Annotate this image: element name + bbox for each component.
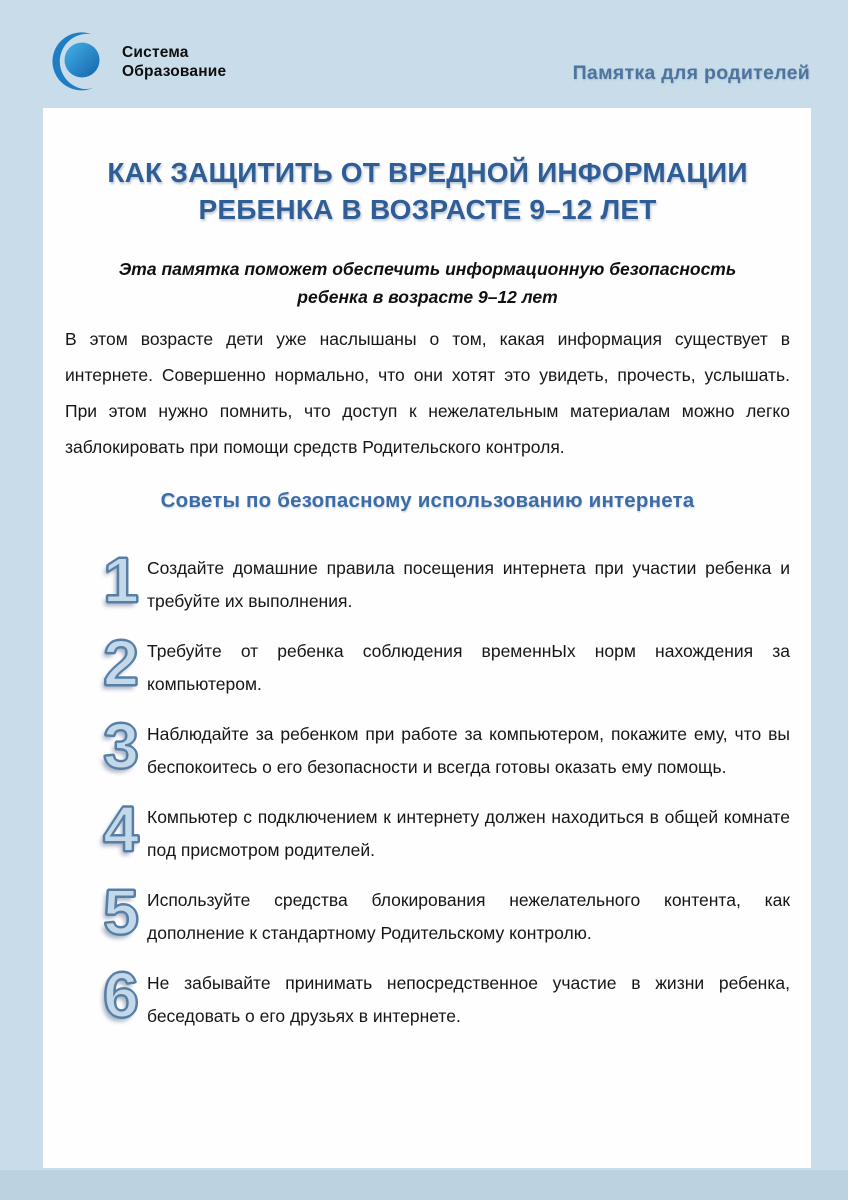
tip-text: Используйте средства блокирования нежелательного контента, как дополнение к стандартному Родительскому контролю. bbox=[147, 890, 790, 943]
tip-item bbox=[99, 710, 790, 784]
tip-item bbox=[99, 793, 790, 867]
tip-text: Требуйте от ребенка соблюдения временнЫх норм нахождения за компьютером. bbox=[147, 641, 790, 694]
tip-number: 4 bbox=[103, 793, 139, 865]
header-label: Памятка для родителей bbox=[572, 62, 810, 84]
tip-text: Создайте домашние правила посещения интернета при участии ребенка и требуйте их выполнения. bbox=[147, 558, 790, 611]
tip-number: 5 bbox=[103, 876, 139, 948]
tip-number: 6 bbox=[103, 959, 139, 1031]
tip-item bbox=[99, 876, 790, 950]
tip-item bbox=[99, 959, 790, 1033]
tip-text: Не забывайте принимать непосредственное участие в жизни ребенка, беседовать о его друзьях в интернете. bbox=[147, 973, 790, 1026]
memo-subtitle-line1: Эта памятка поможет обеспечить информационную безопасность bbox=[118, 259, 737, 279]
tip-text: Компьютер с подключением к интернету должен находиться в общей комнате под присмотром родителей. bbox=[147, 807, 790, 860]
logo-text-line2: Образование bbox=[122, 63, 227, 80]
intro-paragraph: В этом возрасте дети уже наслышаны о том, какая информация существует в интернете. Совершенно нормально, что они хотят это увидеть, прочесть, услышать. При этом нужно помнить, что доступ к нежелательным материалам можно легко заблокировать при помощи средств Родительского контроля. bbox=[65, 329, 790, 457]
tip-number: 1 bbox=[103, 544, 139, 616]
memo-title-line2: РЕБЕНКА В ВОЗРАСТЕ 9–12 ЛЕТ bbox=[198, 194, 657, 225]
globe-orbit-logo-icon bbox=[46, 30, 110, 94]
tips-list bbox=[65, 544, 790, 1033]
tip-item bbox=[99, 544, 790, 618]
section-title: Советы по безопасному использованию интернета bbox=[160, 489, 695, 512]
tip-text: Наблюдайте за ребенком при работе за компьютером, покажите ему, что вы беспокоитесь о его безопасности и всегда готовы оказать ему помощь. bbox=[147, 724, 790, 777]
memo-card bbox=[43, 108, 811, 1168]
tip-item bbox=[99, 627, 790, 701]
logo bbox=[46, 30, 226, 94]
memo-subtitle bbox=[65, 255, 790, 311]
footer-band bbox=[0, 1170, 848, 1200]
logo-text bbox=[122, 43, 226, 81]
logo-text-line1: Система bbox=[122, 44, 189, 61]
tip-number: 2 bbox=[103, 627, 139, 699]
tip-number: 3 bbox=[103, 710, 139, 782]
memo-subtitle-line2: ребенка в возрасте 9–12 лет bbox=[297, 287, 558, 307]
memo-title bbox=[65, 154, 790, 228]
memo-title-line1: КАК ЗАЩИТИТЬ ОТ ВРЕДНОЙ ИНФОРМАЦИИ bbox=[107, 157, 748, 188]
